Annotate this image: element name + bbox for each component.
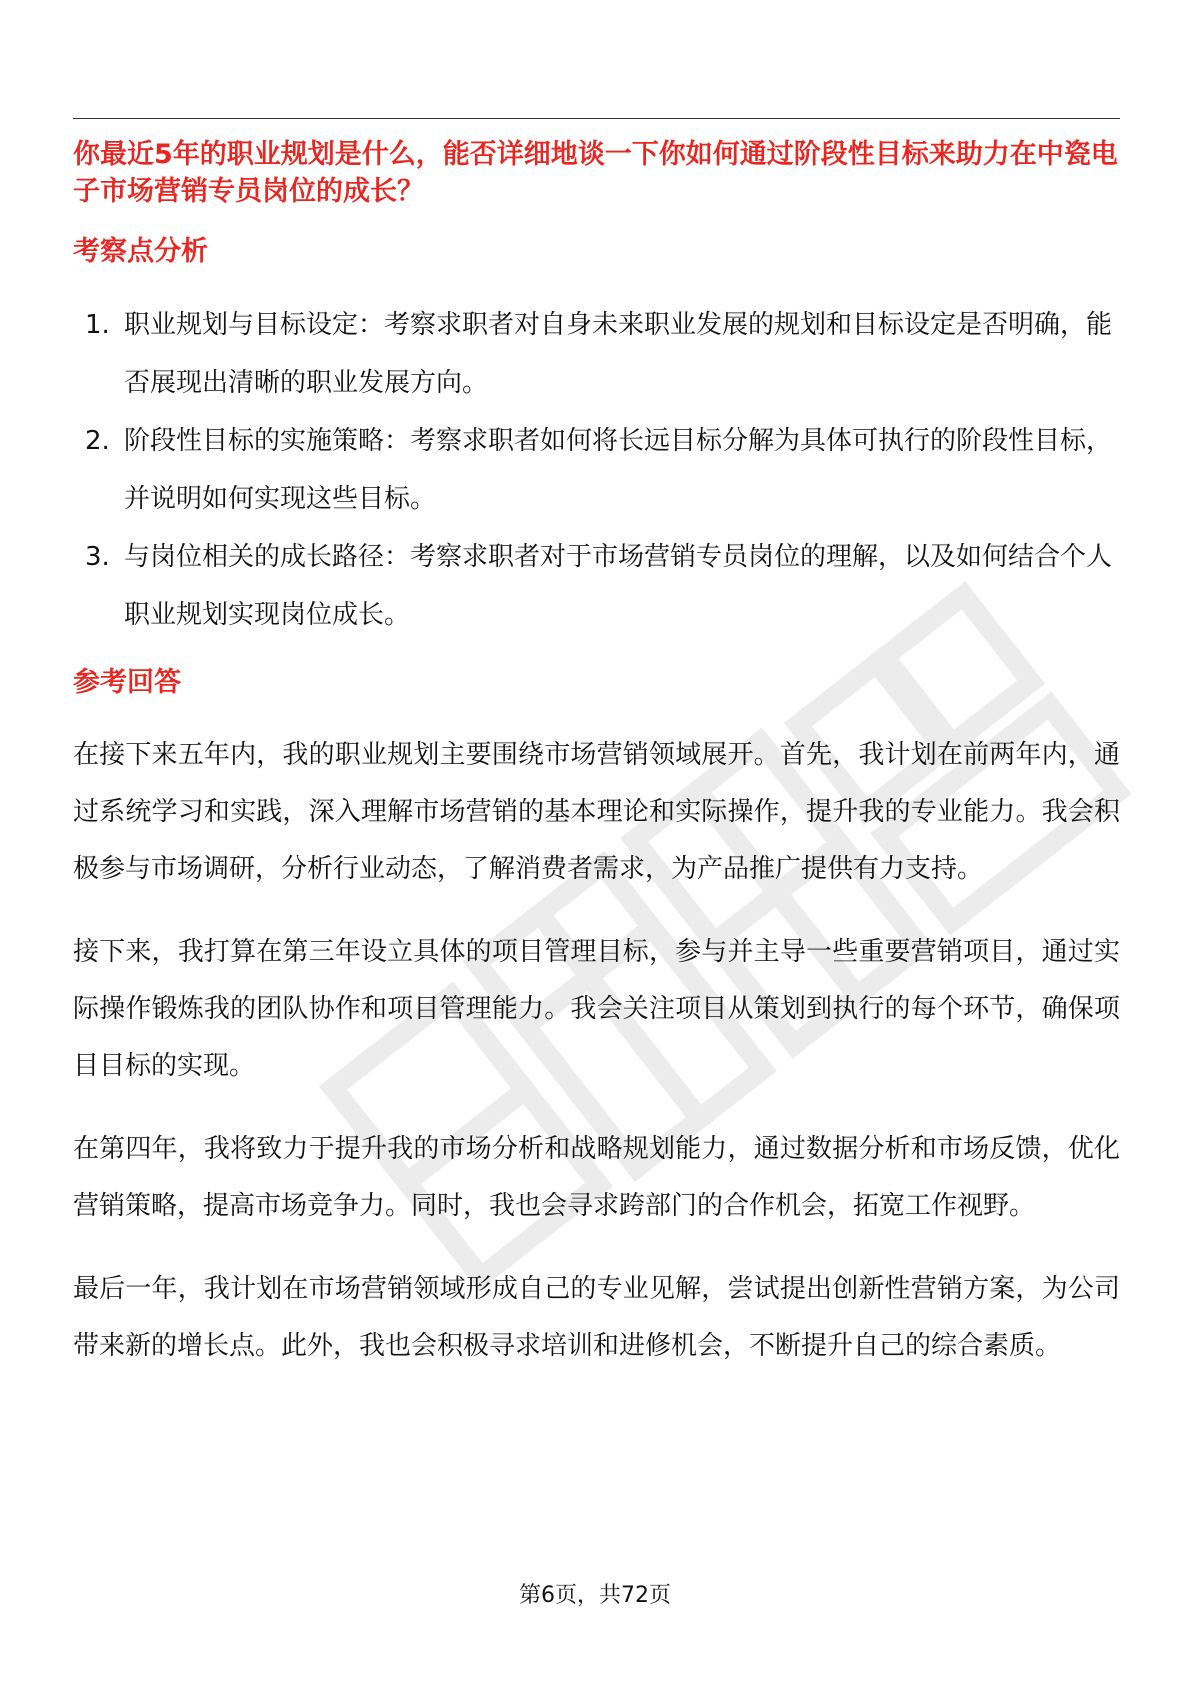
list-item-number: 3. <box>85 542 110 572</box>
answer-heading: 参考回答 <box>73 667 181 698</box>
answer-paragraph: 在接下来五年内，我的职业规划主要围绕市场营销领域展开。首先，我计划在前两年内，通过系统学习和实践，深入理解市场营销的基本理论和实际操作，提升我的专业能力。我会积极参与市场调研，分析行业动态，了解消费者需求，为产品推广提供有力支持。 <box>73 740 1120 884</box>
analysis-list <box>73 296 1120 644</box>
answer-paragraph: 最后一年，我计划在市场营销领域形成自己的专业见解，尝试提出创新性营销方案，为公司带来新的增长点。此外，我也会积极寻求培训和进修机会，不断提升自己的综合素质。 <box>73 1274 1120 1361</box>
list-item-text: 阶段性目标的实施策略：考察求职者如何将长远目标分解为具体可执行的阶段性目标，并说明如何实现这些目标。 <box>124 426 1113 514</box>
answer-paragraph: 在第四年，我将致力于提升我的市场分析和战略规划能力，通过数据分析和市场反馈，优化营销策略，提高市场竞争力。同时，我也会寻求跨部门的合作机会，拓宽工作视野。 <box>73 1134 1120 1221</box>
list-item <box>73 412 1120 528</box>
analysis-heading: 考察点分析 <box>73 236 208 267</box>
list-item-text: 与岗位相关的成长路径：考察求职者对于市场营销专员岗位的理解，以及如何结合个人职业规划实现岗位成长。 <box>124 542 1113 630</box>
list-item <box>73 296 1120 412</box>
list-item-number: 1. <box>85 310 110 340</box>
list-item <box>73 528 1120 644</box>
answer-paragraph: 接下来，我打算在第三年设立具体的项目管理目标，参与并主导一些重要营销项目，通过实际操作锻炼我的团队协作和项目管理能力。我会关注项目从策划到执行的每个环节，确保项目目标的实现。 <box>73 937 1120 1081</box>
answer-body <box>73 727 1120 1375</box>
list-item-text: 职业规划与目标设定：考察求职者对自身未来职业发展的规划和目标设定是否明确，能否展现出清晰的职业发展方向。 <box>124 310 1113 398</box>
top-rule <box>73 118 1120 119</box>
question-title: 你最近5年的职业规划是什么，能否详细地谈一下你如何通过阶段性目标来助力在中瓷电子市场营销专员岗位的成长？ <box>73 139 1118 207</box>
list-item-number: 2. <box>85 426 110 456</box>
page-content <box>73 136 1120 1401</box>
page-footer: 第6页，共72页 <box>519 1583 671 1608</box>
